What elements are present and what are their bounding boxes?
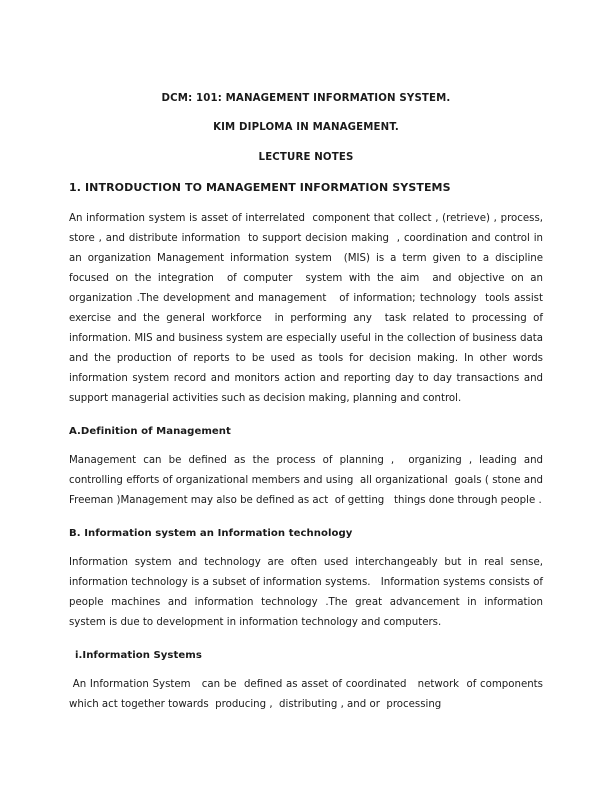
paragraph-information-system-and-technology: Information system and technology are often used interchangeably but in real sense, information technology is a subset of information systems. Information systems consists of people machines and information technology .The great advancement in information system is due to development in information technology and computers. xyxy=(69,556,553,628)
section-heading-definition-of-management: A.Definition of Management xyxy=(69,425,231,437)
document-subtitle: KIM DIPLOMA IN MANAGEMENT. xyxy=(213,121,399,133)
section-heading-information-systems: i.Information Systems xyxy=(75,649,202,661)
document-title: DCM: 101: MANAGEMENT INFORMATION SYSTEM. xyxy=(161,93,451,104)
paragraph-information-systems: An Information System can be defined as asset of coordinated network of components which act together towards producing , distributing , and or processing xyxy=(69,678,547,710)
section-heading-information-system-and-technology: B. Information system an Information technology xyxy=(69,527,353,539)
document-kicker: LECTURE NOTES xyxy=(258,151,354,163)
section-heading-introduction: 1. INTRODUCTION TO MANAGEMENT INFORMATION SYSTEMS xyxy=(69,181,451,195)
paragraph-introduction: An information system is asset of interrelated component that collect , (retrieve) , process, store , and distribute information to support decision making , coordination and control in an organization Management information system (MIS) is a term given to a discipline focused on the integration of computer system with the aim and objective on an organization .The development and management of information; technology tools assist exercise and the general workforce in performing any task related to processing of information. MIS and business system are especially useful in the collection of business data and the production of reports to be used as tools for decision making. In other words information system record and monitors action and reporting day to day transactions and support managerial activities such as decision making, planning and control. xyxy=(69,212,550,404)
paragraph-definition-of-management: Management can be defined as the process of planning , organizing , leading and controlling efforts of organizational members and using all organizational goals ( stone and Freeman )Management may also be defined as act of getting things done through people . xyxy=(69,454,547,506)
